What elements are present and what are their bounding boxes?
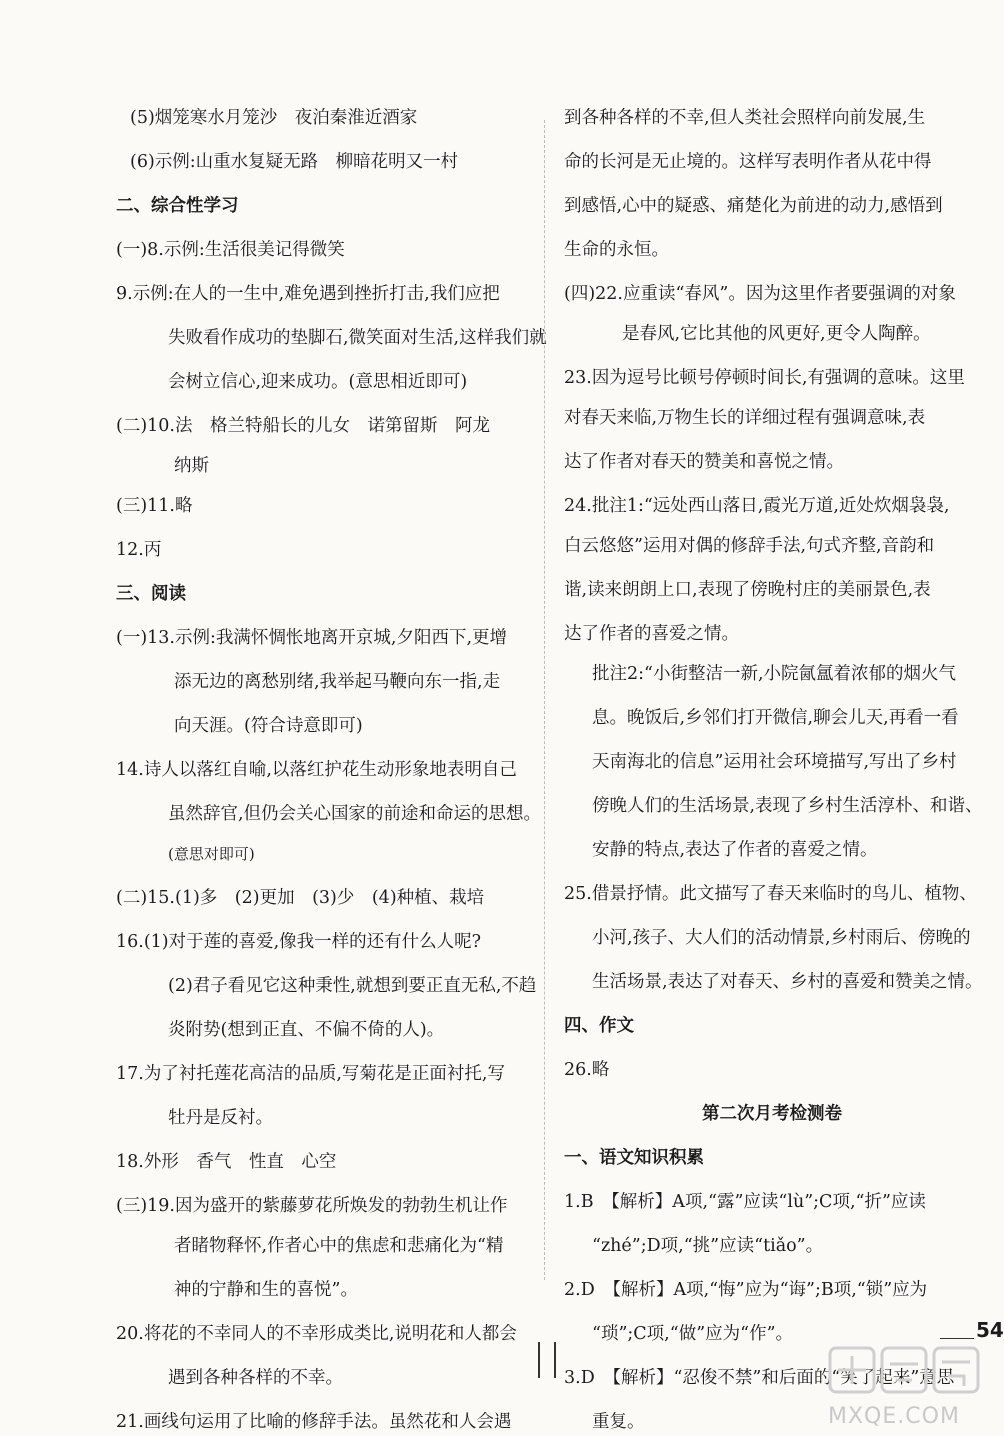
text-line: 20.将花的不幸同人的不幸形成类比,说明花和人都会 xyxy=(116,1324,517,1344)
text-line: 到感悟,心中的疑惑、痛楚化为前进的动力,感悟到 xyxy=(564,196,943,216)
section-heading: 四、作文 xyxy=(564,1016,634,1036)
text-line: 26.略 xyxy=(564,1060,610,1080)
text-line: 息。晚饭后,乡邻们打开微信,聊会儿天,再看一看 xyxy=(592,708,959,728)
text-line: (二)15.(1)多 (2)更加 (3)少 (4)种植、栽培 xyxy=(116,888,485,908)
column-divider xyxy=(544,120,545,1280)
text-line: 18.外形 香气 性直 心空 xyxy=(116,1152,337,1172)
text-line: 23.因为逗号比顿号停顿时间长,有强调的意味。这里 xyxy=(564,368,965,388)
text-line: “zhé”;D项,“挑”应读“tiǎo”。 xyxy=(592,1236,824,1256)
text-line: 对春天来临,万物生长的详细过程有强调意味,表 xyxy=(564,408,926,428)
text-line: 2.D 【解析】A项,“悔”应为“诲”;B项,“锁”应为 xyxy=(564,1280,928,1300)
text-line: (三)19.因为盛开的紫藤萝花所焕发的勃勃生机让作 xyxy=(116,1196,508,1216)
section-heading: 一、语文知识积累 xyxy=(564,1148,704,1168)
text-line: “琐”;C项,“做”应为“作”。 xyxy=(592,1324,794,1344)
text-line: (一)13.示例:我满怀惆怅地离开京城,夕阳西下,更增 xyxy=(116,628,508,648)
text-line: (四)22.应重读“春风”。因为这里作者要强调的对象 xyxy=(564,284,956,304)
text-line: (一)8.示例:生活很美记得微笑 xyxy=(116,240,345,260)
text-line: 牡丹是反衬。 xyxy=(168,1108,273,1128)
text-line: 小河,孩子、大人们的活动情景,乡村雨后、傍晚的 xyxy=(592,928,971,948)
text-line: 24.批注1:“远处西山落日,霞光万道,近处炊烟袅袅, xyxy=(564,496,950,516)
text-line: 神的宁静和生的喜悦”。 xyxy=(174,1280,358,1300)
text-line: 16.(1)对于莲的喜爱,像我一样的还有什么人呢? xyxy=(116,932,482,952)
text-line: 25.借景抒情。此文描写了春天来临时的鸟儿、植物、 xyxy=(564,884,977,904)
text-line: 会树立信心,迎来成功。(意思相近即可) xyxy=(168,372,468,392)
watermark-text: MXQE.COM xyxy=(828,1404,960,1429)
text-line: 12.丙 xyxy=(116,540,162,560)
text-line: (三)11.略 xyxy=(116,496,193,516)
text-line: 是春风,它比其他的风更好,更令人陶醉。 xyxy=(622,324,931,344)
section-heading: 三、阅读 xyxy=(116,584,186,604)
text-line: 到各种各样的不幸,但人类社会照样向前发展,生 xyxy=(564,108,926,128)
text-line: (2)君子看见它这种秉性,就想到要正直无私,不趋 xyxy=(168,976,537,996)
section-heading: 二、综合性学习 xyxy=(116,196,239,216)
text-line: 命的长河是无止境的。这样写表明作者从花中得 xyxy=(564,152,932,172)
section-title: 第二次月考检测卷 xyxy=(702,1104,842,1124)
text-line: 虽然辞官,但仍会关心国家的前途和命运的思想。 xyxy=(168,804,542,824)
text-line: 白云悠悠”运用对偶的修辞手法,句式齐整,音韵和 xyxy=(564,536,935,556)
text-line: 21.画线句运用了比喻的修辞手法。虽然花和人会遇 xyxy=(116,1412,512,1432)
text-line: 添无边的离愁别绪,我举起马鞭向东一指,走 xyxy=(174,672,501,692)
text-line: 批注2:“小街整洁一新,小院氤氲着浓郁的烟火气 xyxy=(592,664,957,684)
text-line: 失败看作成功的垫脚石,微笑面对生活,这样我们就 xyxy=(168,328,547,348)
text-line: 傍晚人们的生活场景,表现了乡村生活淳朴、和谐、 xyxy=(592,796,983,816)
text-line: (二)10.法 格兰特船长的儿女 诺第留斯 阿龙 xyxy=(116,416,490,436)
text-line: 遇到各种各样的不幸。 xyxy=(168,1368,343,1388)
page-number: 54 xyxy=(976,1318,1004,1342)
text-line: 安静的特点,表达了作者的喜爱之情。 xyxy=(592,840,878,860)
text-line: 3.D 【解析】“忍俊不禁”和后面的“笑了起来”意思 xyxy=(564,1368,955,1388)
text-line: 达了作者的喜爱之情。 xyxy=(564,624,739,644)
text-line: (5)烟笼寒水月笼沙 夜泊秦淮近酒家 xyxy=(130,108,418,128)
text-line: 1.B 【解析】A项,“露”应读“lù”;C项,“折”应读 xyxy=(564,1192,926,1212)
text-line: 者睹物释怀,作者心中的焦虑和悲痛化为“精 xyxy=(174,1236,504,1256)
text-line: (意思对即可) xyxy=(168,845,255,863)
text-line: 14.诗人以落红自喻,以落红护花生动形象地表明自己 xyxy=(116,760,517,780)
footer-rule xyxy=(940,1338,974,1339)
text-line: 谐,读来朗朗上口,表现了傍晚村庄的美丽景色,表 xyxy=(564,580,931,600)
text-line: 生命的永恒。 xyxy=(564,240,669,260)
text-line: 9.示例:在人的一生中,难免遇到挫折打击,我们应把 xyxy=(116,284,500,304)
text-line: 17.为了衬托莲花高洁的品质,写菊花是正面衬托,写 xyxy=(116,1064,505,1084)
text-line: 重复。 xyxy=(592,1412,645,1432)
text-line: 达了作者对春天的赞美和喜悦之情。 xyxy=(564,452,844,472)
binding-mark xyxy=(538,1342,556,1378)
text-line: 向天涯。(符合诗意即可) xyxy=(174,716,363,736)
text-line: (6)示例:山重水复疑无路 柳暗花明又一村 xyxy=(130,152,459,172)
text-line: 生活场景,表达了对春天、乡村的喜爱和赞美之情。 xyxy=(592,972,983,992)
text-line: 炎附势(想到正直、不偏不倚的人)。 xyxy=(168,1020,445,1040)
text-line: 天南海北的信息”运用社会环境描写,写出了乡村 xyxy=(592,752,957,772)
text-line: 纳斯 xyxy=(174,456,209,476)
